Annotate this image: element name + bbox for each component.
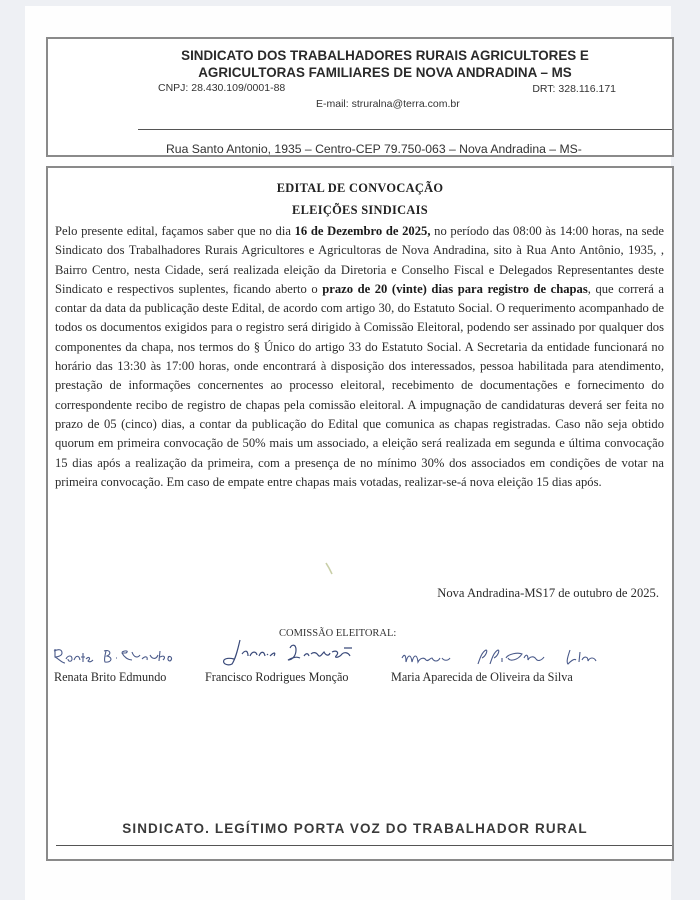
signatory-name: Renata Brito Edmundo [54,670,167,684]
election-date: 16 de Dezembro de 2025, [294,224,431,238]
edital-body [55,222,664,492]
body-text-3: , que correrá a contar da data da publicação deste Edital, de acordo com artigo 30, do Estatuto Social. O requerimento acompanhado de todos os documentos exigidos para o registro será dirigido à Comissão Eleitoral, podendo ser assinado por qualquer dos componentes da chapa, nos termos do § Único do artigo 33 do Estatuto Social. A Secretaria da entidade funcionará no horário das 13:30 às 17:00 horas, onde encontrará à disposição dos interessados, pessoa habilitada para atendimento, prestação de informações concernentes ao processo eleitoral, recebimento de documentações e fornecimento do correspondente recibo de registro de chapas pela comissão eleitoral. A impugnação de candidaturas deverá ser feita no prazo de 05 (cinco) dias, a contar da publicação do Edital que comunica as chapas registradas. Caso não seja obtido quorum em primeira convocação de 50% mais um associado, a eleição será realizada em segunda e última convocação 15 dias após a realização da primeira, com a presença de no mínimo 30% dos associados em condições de votar na primeira convocação. Em caso de empate entre chapas mais votadas, realizar-se-á nova eleição 15 dias após. [55,281,664,489]
footer-motto: SINDICATO. LEGÍTIMO PORTA VOZ DO TRABALHADOR RURAL [122,821,588,836]
organization-name-line2: AGRICULTORAS FAMILIARES DE NOVA ANDRADINA – MS [198,65,572,80]
cnpj: CNPJ: 28.430.109/0001-88 [158,82,286,94]
place-date: Nova Andradina-MS17 de outubro de 2025. [437,586,659,600]
body-text-2: no período das 08:00 às 14:00 horas, na sede Sindicato dos Trabalhadores Rurais Agricultores e Agricultoras de Nova Andradina, sito à Rua Anto Antônio, 1935, , Bairro Centro, nesta Cidade, será realizada eleição da Diretoria e Conselho Fiscal e Delegados Representantes deste Sindicato e respectivos suplentes, ficando aberto o [55,224,664,296]
registration-deadline: prazo de 20 (vinte) dias para registro de chapas [322,281,588,296]
edital-subtitle: ELEIÇÕES SINDICAIS [292,203,428,217]
body-text-1: Pelo presente edital, façamos saber que no dia [55,224,295,238]
footer-divider [56,845,672,846]
signatory-name: Maria Aparecida de Oliveira da Silva [391,670,573,684]
smudge-mark [325,562,333,576]
commission-label: COMISSÃO ELEITORAL: [279,628,397,639]
drt: DRT: 328.116.171 [532,83,616,95]
letterhead [46,37,674,157]
signature-francisco [212,634,372,660]
signature-maria-mark [398,644,638,670]
signatory-name: Francisco Rodrigues Monção [205,670,349,684]
signature-francisco-mark [212,634,372,670]
signature-renata [50,643,180,669]
organization-name [48,47,672,81]
email: E-mail: struralna@terra.com.br [316,98,460,110]
organization-name-line1: SINDICATO DOS TRABALHADORES RURAIS AGRICULTORES E [181,48,589,63]
signature-renata-mark [50,643,180,669]
signature-maria [398,644,638,670]
address: Rua Santo Antonio, 1935 – Centro-CEP 79.750-063 – Nova Andradina – MS- [166,142,582,156]
edital-title: EDITAL DE CONVOCAÇÃO [276,181,444,195]
header-divider [138,129,672,130]
edital-box [46,166,674,861]
